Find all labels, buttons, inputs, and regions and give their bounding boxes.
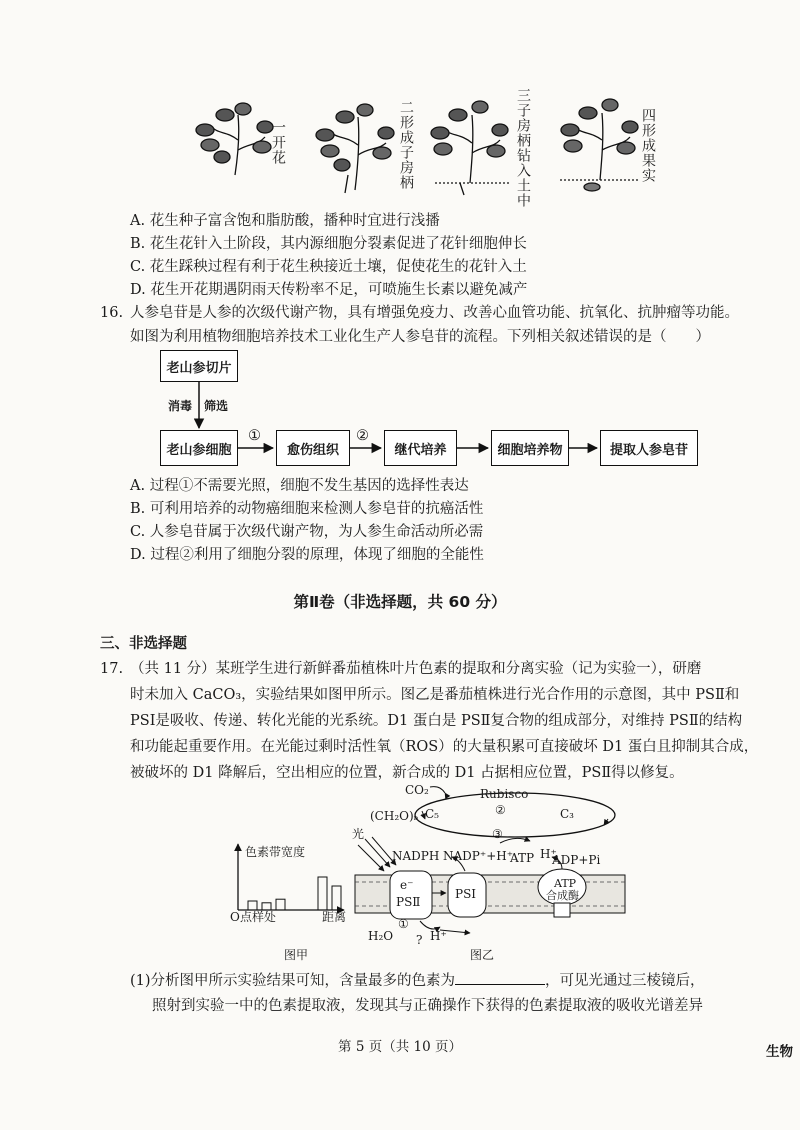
figure-a-origin: O xyxy=(230,910,240,924)
fig-b-c5: C₅ xyxy=(425,807,439,821)
q17-sub1-line1 xyxy=(130,970,705,991)
pigment-band-bar xyxy=(276,899,285,910)
stage-label-1: 一开花 xyxy=(270,120,286,165)
q16-option-d: D. 过程②利用了细胞分裂的原理，体现了细胞的全能性 xyxy=(130,547,484,563)
section3-title: 三、非选择题 xyxy=(100,636,187,652)
q16-stem-line1: 人参皂苷是人参的次级代谢产物，具有增强免疫力、改善心血管功能、抗氧化、抗肿瘤等功能。 xyxy=(130,305,739,321)
fig-b-atp-synthase-1: ATP xyxy=(554,877,577,890)
q17-number: 17. xyxy=(100,661,124,677)
figure-a-xlabel-left: 点样处 xyxy=(240,910,277,924)
figure-a-ylabel: 色素带宽度 xyxy=(245,845,306,859)
q17-line-1: （共 11 分）某班学生进行新鲜番茄植株叶片色素的提取和分离实验（记为实验一），研磨 xyxy=(130,661,702,677)
q16-option-a: A. 过程①不需要光照，细胞不发生基因的选择性表达 xyxy=(130,478,469,494)
subject-label: 生物 xyxy=(766,1044,793,1060)
fig-b-rubisco: Rubisco xyxy=(480,787,529,801)
fig-b-h2o: H₂O xyxy=(368,929,394,943)
fig-b-num3: ③ xyxy=(492,827,503,841)
part2-title: 第Ⅱ卷（非选择题，共 60 分） xyxy=(293,593,507,611)
q17-line-4: 和功能起重要作用。在光能过剩时活性氧（ROS）的大量积累可直接破坏 D1 蛋白且抑制其合成， xyxy=(130,739,759,755)
flow-step-2: ② xyxy=(356,428,369,444)
flow-box-cells: 老山参细胞 xyxy=(160,430,238,466)
q17-sub1-text-b: ，可见光通过三棱镜后， xyxy=(545,973,705,989)
fig-b-eminus: e⁻ xyxy=(400,878,414,892)
fig-b-ch2o: (CH₂O)ₙ xyxy=(370,809,419,823)
pigment-band-bar xyxy=(318,877,327,910)
flow-box-subculture: 继代培养 xyxy=(384,430,457,466)
flow-label-disinfect: 消毒 xyxy=(168,399,193,413)
fig-b-co2: CO₂ xyxy=(405,783,429,797)
fig-b-atp: ATP xyxy=(510,851,535,865)
flow-arrows xyxy=(0,0,800,480)
q15-option-b: B. 花生花针入土阶段，其内源细胞分裂素促进了花针细胞伸长 xyxy=(130,236,527,252)
fig-b-ps2: PSⅡ xyxy=(396,895,421,909)
q17-sub1-line2: 照射到实验一中的色素提取液，发现其与正确操作下获得的色素提取液的吸收光谱差异 xyxy=(152,998,703,1014)
page-number: 第 5 页（共 10 页） xyxy=(338,1039,462,1055)
fig-b-num1: ① xyxy=(398,917,409,931)
fig-b-nadp: NADP⁺+H⁺ xyxy=(443,849,514,863)
stage-label-2: 二形成子房柄 xyxy=(398,100,414,190)
q15-option-d: D. 花生开花期遇阴雨天传粉率不足，可喷施生长素以避免减产 xyxy=(130,282,528,298)
q16-option-c: C. 人参皂苷属于次级代谢产物，为人参生命活动所必需 xyxy=(130,524,484,540)
q15-option-c: C. 花生踩秧过程有利于花生秧接近土壤，促使花生的花针入土 xyxy=(130,259,527,275)
flow-label-screen: 筛选 xyxy=(204,399,229,413)
fig-b-num2: ② xyxy=(495,803,506,817)
q17-sub1-text-a: (1)分析图甲所示实验结果可知，含量最多的色素为 xyxy=(130,973,456,989)
q17-line-5: 被破坏的 D1 降解后，空出相应的位置，新合成的 D1 占据相应位置，PSⅡ得以修复。 xyxy=(130,765,684,781)
fig-b-nadph: NADPH xyxy=(392,849,440,863)
figure-a-caption: 图甲 xyxy=(284,948,309,962)
q15-option-a: A. 花生种子富含饱和脂肪酸，播种时宜进行浅播 xyxy=(130,213,440,229)
q16-number: 16. xyxy=(100,305,124,321)
fig-b-q: ? xyxy=(416,933,423,947)
flow-box-culture: 细胞培养物 xyxy=(491,430,569,466)
fig-b-c3: C₃ xyxy=(560,807,574,821)
figure-a-xlabel-right: 距离 xyxy=(322,910,347,924)
flow-box-extract: 提取人参皂苷 xyxy=(600,430,698,466)
fig-b-hplus2: H⁺ xyxy=(430,929,447,943)
figure-b-caption: 图乙 xyxy=(470,948,495,962)
q17-line-2: 时未加入 CaCO₃，实验结果如图甲所示。图乙是番茄植株进行光合作用的示意图，其中 PSⅡ和 xyxy=(130,687,740,703)
q17-line-3: PSⅠ是吸收、传递、转化光能的光系统。D1 蛋白是 PSⅡ复合物的组成部分，对维持 PSⅡ的结构 xyxy=(130,713,743,729)
stage-label-3: 三子房柄钻入土中 xyxy=(515,88,531,208)
fig-b-atp-synthase-2: 合成酶 xyxy=(546,889,579,902)
q16-stem-line2: 如图为利用植物细胞培养技术工业化生产人参皂苷的流程。下列相关叙述错误的是（ ） xyxy=(130,329,710,345)
flow-step-1: ① xyxy=(248,428,261,444)
flow-box-callus: 愈伤组织 xyxy=(276,430,350,466)
stage-label-4: 四形成果实 xyxy=(640,108,656,183)
fig-b-light: 光 xyxy=(352,827,365,841)
fig-b-ps1: PSⅠ xyxy=(455,887,477,901)
q16-option-b: B. 可利用培养的动物癌细胞来检测人参皂苷的抗癌活性 xyxy=(130,501,484,517)
answer-blank[interactable] xyxy=(455,970,545,985)
flow-box-top: 老山参切片 xyxy=(160,350,238,382)
fig-b-adp: ADP+Pi xyxy=(552,853,601,867)
fig-b-hplus: H⁺ xyxy=(540,847,557,861)
